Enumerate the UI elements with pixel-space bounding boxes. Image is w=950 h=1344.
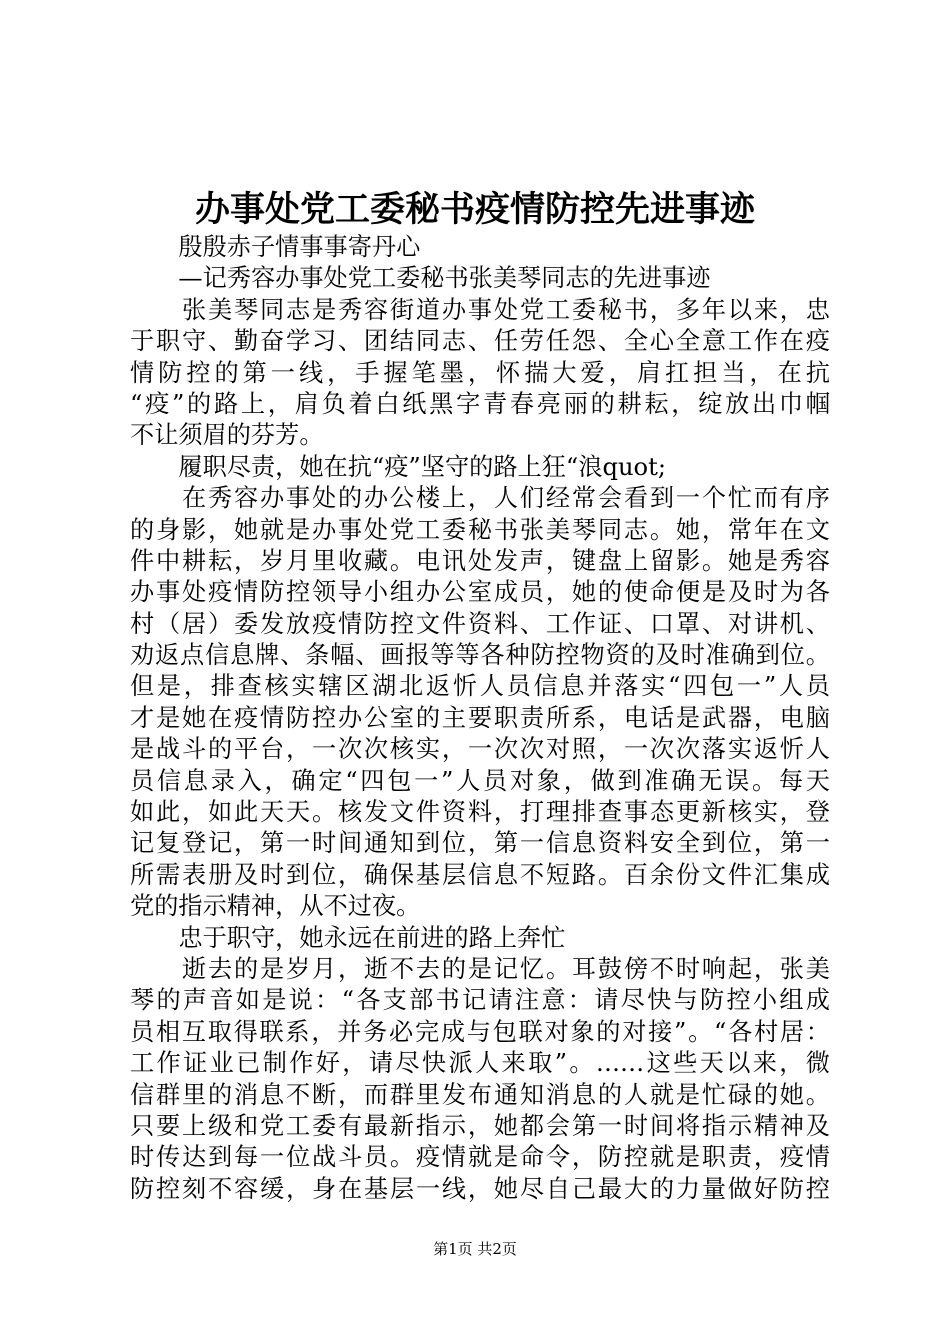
text-line: 记复登记，第一时间通知到位，第一信息资料安全到位，第一 xyxy=(130,829,830,858)
text-line: 是战斗的平台，一次次核实，一次次对照，一次次落实返忻人 xyxy=(130,735,830,764)
text-line: 逝去的是岁月，逝不去的是记忆。耳鼓傍不时响起，张美 xyxy=(130,954,830,983)
text-line: 防控刻不容缓，身在基层一线，她尽自己最大的力量做好防控 xyxy=(130,1174,830,1203)
text-line: 只要上级和党工委有最新指示，她都会第一时间将指示精神及 xyxy=(130,1111,830,1140)
text-line: 的身影，她就是办事处党工委秘书张美琴同志。她，常年在文 xyxy=(130,515,830,544)
text-line: 员相互取得联系，并务必完成与包联对象的对接”。“各村居： xyxy=(130,1017,830,1046)
text-line: 员信息录入，确定“四包一”人员对象，做到准确无误。每天 xyxy=(130,766,830,795)
text-line: 在秀容办事处的办公楼上，人们经常会看到一个忙而有序 xyxy=(130,484,830,513)
document-body xyxy=(130,232,830,1205)
text-line: 殷殷赤子情事事寄丹心 xyxy=(130,233,421,261)
text-line: 但是，排查核实辖区湖北返忻人员信息并落实“四包一”人员 xyxy=(130,672,830,701)
text-line: 时传达到每一位战斗员。疫情就是命令，防控就是职责，疫情 xyxy=(130,1143,830,1172)
text-line: 履职尽责，她在抗“疫”坚守的路上狂“浪quot; xyxy=(130,452,666,481)
text-line: “疫”的路上，肩负着白纸黑字青春亮丽的耕耘，绽放出巾帼 xyxy=(130,389,830,418)
text-line: 劝返点信息牌、条幅、画报等等各种防控物资的及时准确到位。 xyxy=(130,641,830,670)
page-footer: 第1页 共2页 xyxy=(433,1240,517,1258)
text-line: 所需表册及时到位，确保基层信息不短路。百余份文件汇集成 xyxy=(130,860,830,889)
text-line: 才是她在疫情防控办公室的主要职责所系，电话是武器，电脑 xyxy=(130,703,830,732)
text-line: 件中耕耘，岁月里收藏。电讯处发声，键盘上留影。她是秀容 xyxy=(130,546,830,575)
text-line: 不让须眉的芬芳。 xyxy=(130,421,324,450)
text-line: —记秀容办事处党工委秘书张美琴同志的先进事迹 xyxy=(130,264,711,293)
text-line: 忠于职守，她永远在前进的路上奔忙 xyxy=(130,923,566,952)
text-line: 办事处疫情防控领导小组办公室成员，她的使命便是及时为各 xyxy=(130,578,830,607)
text-line: 如此，如此天天。核发文件资料，打理排查事态更新核实，登 xyxy=(130,798,830,827)
text-line: 于职守、勤奋学习、团结同志、任劳任怨、全心全意工作在疫 xyxy=(130,327,830,356)
text-line: 张美琴同志是秀容街道办事处党工委秘书，多年以来，忠 xyxy=(130,295,830,324)
document-title: 办事处党工委秘书疫情防控先进事迹 xyxy=(194,189,755,230)
text-line: 信群里的消息不断，而群里发布通知消息的人就是忙碌的她。 xyxy=(130,1080,830,1109)
text-line: 工作证业已制作好，请尽快派人来取”。……这些天以来，微 xyxy=(130,1049,830,1078)
text-line: 琴的声音如是说：“各支部书记请注意：请尽快与防控小组成 xyxy=(130,986,830,1015)
text-line: 村（居）委发放疫情防控文件资料、工作证、口罩、对讲机、 xyxy=(130,609,830,638)
text-line: 情防控的第一线，手握笔墨，怀揣大爱，肩扛担当，在抗 xyxy=(130,358,830,387)
text-line: 党的指示精神，从不过夜。 xyxy=(130,892,421,921)
